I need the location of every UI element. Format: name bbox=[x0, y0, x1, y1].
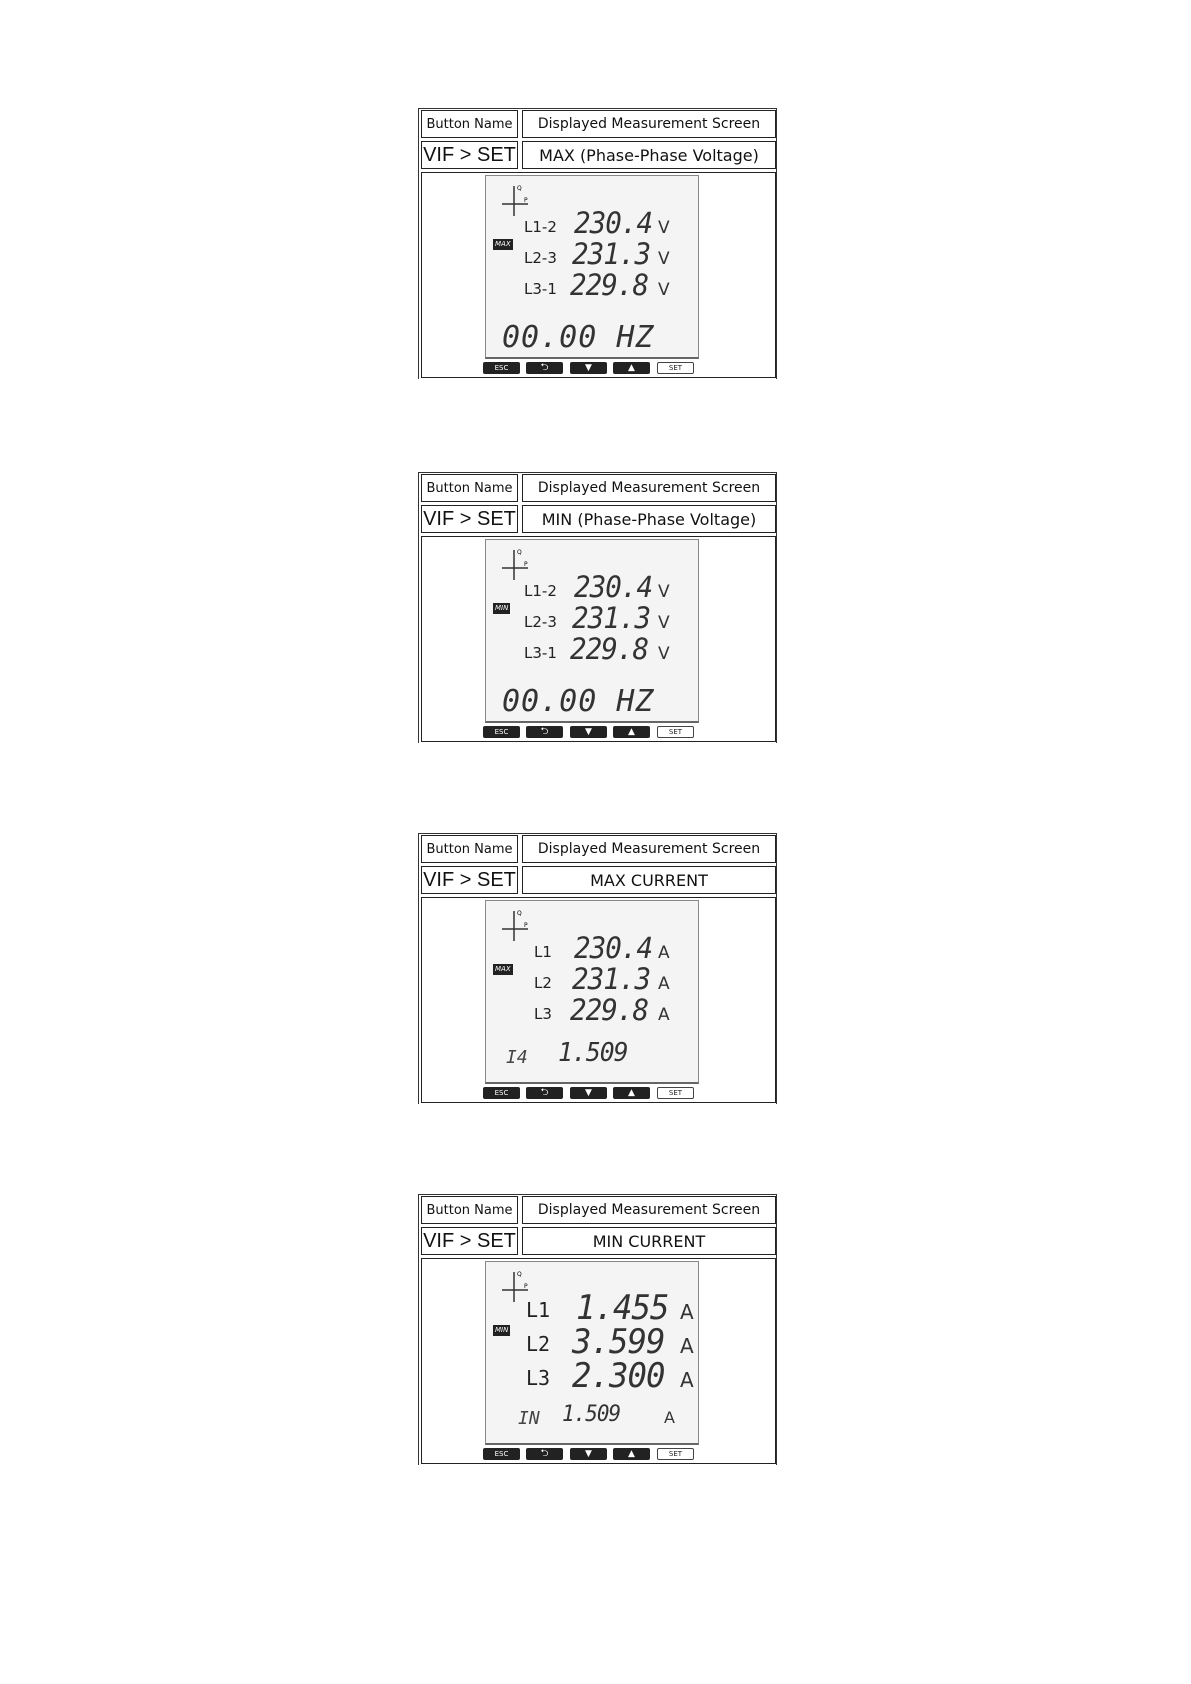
button-sequence: VIF > SET bbox=[421, 505, 518, 533]
line-value: 230.4 bbox=[574, 570, 653, 604]
axis-q-label: Q bbox=[517, 549, 522, 556]
line-unit: A bbox=[680, 1300, 694, 1324]
line-label: L2-3 bbox=[524, 613, 557, 631]
line-value: 1.455 bbox=[576, 1288, 669, 1328]
lcd-display bbox=[485, 900, 699, 1084]
line-unit: V bbox=[658, 613, 670, 633]
key-bar bbox=[483, 1446, 703, 1462]
line-value: 231.3 bbox=[572, 962, 651, 996]
measurement-table-3 bbox=[418, 833, 779, 1105]
line-label: L3 bbox=[526, 1366, 551, 1390]
pq-axis-icon bbox=[500, 907, 530, 943]
screen-title: MIN (Phase-Phase Voltage) bbox=[522, 505, 776, 533]
line-label: L1 bbox=[526, 1298, 551, 1322]
header-button-name: Button Name bbox=[421, 1196, 518, 1224]
measurement-table-1 bbox=[418, 108, 779, 380]
header-button-name: Button Name bbox=[421, 110, 518, 138]
screen-title: MAX (Phase-Phase Voltage) bbox=[522, 141, 776, 169]
header-button-name: Button Name bbox=[421, 474, 518, 502]
axis-p-label: P bbox=[524, 197, 528, 204]
measurement-table-2 bbox=[418, 472, 779, 744]
up-key-icon[interactable]: ▲ bbox=[613, 1448, 650, 1460]
axis-p-label: P bbox=[524, 561, 528, 568]
lcd-display bbox=[485, 539, 699, 723]
lcd-display bbox=[485, 175, 699, 359]
line-value: 229.8 bbox=[570, 268, 649, 302]
esc-key[interactable]: ESC bbox=[483, 1448, 520, 1460]
lcd-display bbox=[485, 1261, 699, 1445]
pq-axis-icon bbox=[500, 546, 530, 582]
key-bar bbox=[483, 724, 703, 740]
axis-q-label: Q bbox=[517, 1271, 522, 1278]
header-displayed-screen: Displayed Measurement Screen bbox=[522, 1196, 776, 1224]
header-displayed-screen: Displayed Measurement Screen bbox=[522, 474, 776, 502]
button-sequence: VIF > SET bbox=[421, 141, 518, 169]
line-unit: V bbox=[658, 280, 670, 300]
line-label: L3-1 bbox=[524, 280, 557, 298]
back-key-icon[interactable]: ⮌ bbox=[526, 1448, 563, 1460]
mode-badge: MIN bbox=[495, 1326, 509, 1334]
neutral-label: I4 bbox=[506, 1047, 528, 1068]
back-key-icon[interactable]: ⮌ bbox=[526, 726, 563, 738]
pq-axis-icon bbox=[500, 182, 530, 218]
button-sequence: VIF > SET bbox=[421, 1227, 518, 1255]
neutral-unit: A bbox=[664, 1408, 675, 1427]
line-label: L2-3 bbox=[524, 249, 557, 267]
mode-badge: MAX bbox=[495, 965, 511, 973]
line-unit: V bbox=[658, 644, 670, 664]
back-key-icon[interactable]: ⮌ bbox=[526, 362, 563, 374]
line-label: L1-2 bbox=[524, 218, 557, 236]
line-label: L1-2 bbox=[524, 582, 557, 600]
line-value: 229.8 bbox=[570, 632, 649, 666]
up-key-icon[interactable]: ▲ bbox=[613, 362, 650, 374]
mode-badge: MIN bbox=[495, 604, 509, 612]
mode-badge: MAX bbox=[495, 240, 511, 248]
line-value: 2.300 bbox=[572, 1356, 665, 1396]
set-key[interactable]: SET bbox=[657, 362, 694, 374]
line-label: L1 bbox=[534, 943, 552, 961]
line-value: 231.3 bbox=[572, 601, 651, 635]
frequency-readout: 00.00 HZ bbox=[502, 684, 655, 719]
line-unit: V bbox=[658, 218, 670, 238]
line-unit: A bbox=[680, 1334, 694, 1358]
down-key-icon[interactable]: ▼ bbox=[570, 726, 607, 738]
line-unit: V bbox=[658, 249, 670, 269]
screen-title: MIN CURRENT bbox=[522, 1227, 776, 1255]
line-unit: A bbox=[658, 974, 670, 994]
line-unit: A bbox=[658, 943, 670, 963]
set-key[interactable]: SET bbox=[657, 726, 694, 738]
axis-q-label: Q bbox=[517, 910, 522, 917]
line-value: 231.3 bbox=[572, 237, 651, 271]
back-key-icon[interactable]: ⮌ bbox=[526, 1087, 563, 1099]
screen-title: MAX CURRENT bbox=[522, 866, 776, 894]
line-value: 3.599 bbox=[572, 1322, 665, 1362]
header-button-name: Button Name bbox=[421, 835, 518, 863]
set-key[interactable]: SET bbox=[657, 1087, 694, 1099]
axis-q-label: Q bbox=[517, 185, 522, 192]
line-unit: A bbox=[658, 1005, 670, 1025]
axis-p-label: P bbox=[524, 922, 528, 929]
line-label: L3 bbox=[534, 1005, 552, 1023]
neutral-label: IN bbox=[518, 1408, 540, 1429]
frequency-readout: 00.00 HZ bbox=[502, 320, 655, 355]
line-unit: A bbox=[680, 1368, 694, 1392]
line-value: 229.8 bbox=[570, 993, 649, 1027]
line-value: 230.4 bbox=[574, 931, 653, 965]
up-key-icon[interactable]: ▲ bbox=[613, 726, 650, 738]
neutral-value: 1.509 bbox=[562, 1402, 621, 1427]
key-bar bbox=[483, 360, 703, 376]
esc-key[interactable]: ESC bbox=[483, 362, 520, 374]
axis-p-label: P bbox=[524, 1283, 528, 1290]
set-key[interactable]: SET bbox=[657, 1448, 694, 1460]
esc-key[interactable]: ESC bbox=[483, 726, 520, 738]
measurement-table-4 bbox=[418, 1194, 779, 1466]
key-bar bbox=[483, 1085, 703, 1101]
neutral-value: 1.509 bbox=[558, 1038, 628, 1068]
line-label: L2 bbox=[526, 1332, 551, 1356]
down-key-icon[interactable]: ▼ bbox=[570, 362, 607, 374]
line-value: 230.4 bbox=[574, 206, 653, 240]
line-label: L2 bbox=[534, 974, 552, 992]
header-displayed-screen: Displayed Measurement Screen bbox=[522, 110, 776, 138]
up-key-icon[interactable]: ▲ bbox=[613, 1087, 650, 1099]
button-sequence: VIF > SET bbox=[421, 866, 518, 894]
down-key-icon[interactable]: ▼ bbox=[570, 1448, 607, 1460]
line-unit: V bbox=[658, 582, 670, 602]
header-displayed-screen: Displayed Measurement Screen bbox=[522, 835, 776, 863]
line-label: L3-1 bbox=[524, 644, 557, 662]
down-key-icon[interactable]: ▼ bbox=[570, 1087, 607, 1099]
esc-key[interactable]: ESC bbox=[483, 1087, 520, 1099]
